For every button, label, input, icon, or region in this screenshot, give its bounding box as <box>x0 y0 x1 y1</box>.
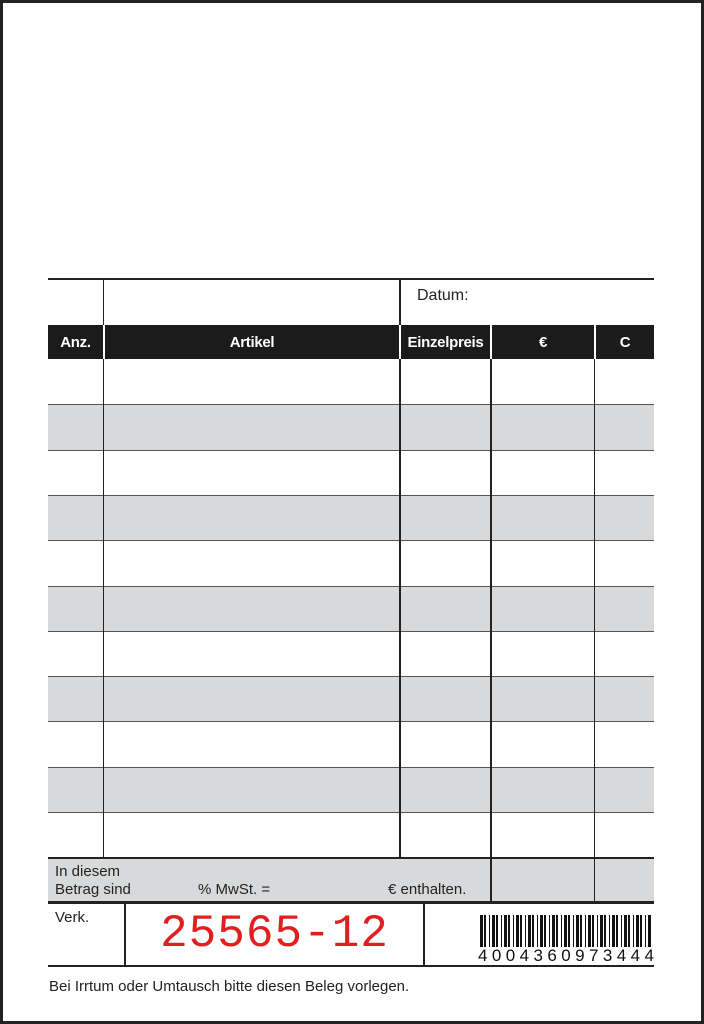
barcode-bar <box>616 915 618 947</box>
barcode-digit: 7 <box>589 946 599 965</box>
row-divider <box>48 404 654 405</box>
barcode-number <box>478 947 654 965</box>
barcode-bar <box>648 915 651 947</box>
barcode-bar <box>568 915 570 947</box>
table-row[interactable] <box>48 631 654 676</box>
barcode-digit: 4 <box>519 946 530 965</box>
table-row[interactable] <box>48 812 654 857</box>
table-row[interactable] <box>48 495 654 540</box>
row-divider <box>48 450 654 451</box>
barcode-bar <box>504 915 507 947</box>
table-row[interactable] <box>48 540 654 585</box>
column-header-einzelpreis: Einzelpreis <box>401 325 490 359</box>
barcode-bar <box>585 915 586 947</box>
barcode-bar <box>525 915 526 947</box>
barcode-bar <box>528 915 531 947</box>
barcode-digit: 4 <box>616 946 627 965</box>
barcode-bar <box>556 915 558 947</box>
top-divider-datum <box>399 280 401 325</box>
barcode-digit: 6 <box>547 946 557 965</box>
column-header-artikel: Artikel <box>105 325 399 359</box>
barcode-digit: 0 <box>491 946 502 965</box>
tax-text-line2: Betrag sind <box>55 881 131 898</box>
table-row[interactable] <box>48 721 654 766</box>
barcode-digit: 3 <box>533 946 543 965</box>
barcode-bar <box>621 915 622 947</box>
row-divider <box>48 540 654 541</box>
column-line-einzelpreis <box>490 359 492 902</box>
barcode-bar <box>520 915 522 947</box>
barcode-bar <box>549 915 550 947</box>
barcode-bar <box>600 915 603 947</box>
table-row[interactable] <box>48 767 654 812</box>
verk-row-bottom-rule <box>48 965 654 967</box>
row-divider <box>48 631 654 632</box>
barcode-bar <box>508 915 510 947</box>
barcode-bar <box>612 915 615 947</box>
tax-enthalten-label: € enthalten. <box>388 881 467 898</box>
top-rule <box>48 278 654 280</box>
barcode-bar <box>552 915 555 947</box>
barcode-bar <box>561 915 562 947</box>
barcode-bar <box>540 915 543 947</box>
barcode-bar <box>537 915 538 947</box>
barcode-digit: 9 <box>575 946 585 965</box>
tax-row-top-rule <box>48 857 654 859</box>
barcode-bar <box>604 915 606 947</box>
tax-summary-row <box>48 858 654 902</box>
tax-text-line1: In diesem <box>55 863 121 880</box>
barcode-digit: 4 <box>630 946 641 965</box>
barcode-bar <box>640 915 642 947</box>
row-divider <box>48 676 654 677</box>
barcode-bar <box>492 915 495 947</box>
barcode <box>478 915 654 965</box>
barcode-bar <box>597 915 598 947</box>
barcode-bar <box>636 915 639 947</box>
barcode-bar <box>576 915 579 947</box>
barcode-bar <box>480 915 483 947</box>
table-row[interactable] <box>48 359 654 404</box>
barcode-digit: 4 <box>478 946 488 965</box>
barcode-digit: 0 <box>505 946 516 965</box>
barcode-bar <box>628 915 630 947</box>
barcode-bar <box>501 915 502 947</box>
barcode-bar <box>645 915 646 947</box>
barcode-digit: 4 <box>644 946 654 965</box>
barcode-bar <box>544 915 546 947</box>
barcode-bar <box>484 915 486 947</box>
tax-mwst-label: % MwSt. = <box>198 881 271 898</box>
column-header-euro: € <box>492 325 594 359</box>
barcode-bar <box>573 915 574 947</box>
column-line-artikel <box>399 359 401 858</box>
datum-label: Datum: <box>417 287 469 304</box>
serial-number: 25565-12 <box>160 908 389 960</box>
barcode-bar <box>516 915 519 947</box>
table-row[interactable] <box>48 676 654 721</box>
verk-label: Verk. <box>55 909 90 926</box>
barcode-bar <box>513 915 514 947</box>
row-divider <box>48 586 654 587</box>
column-header-anz: Anz. <box>48 325 103 359</box>
barcode-bar <box>588 915 591 947</box>
footer-notice: Bei Irrtum oder Umtausch bitte diesen Beleg vorlegen. <box>49 978 410 995</box>
table-row[interactable] <box>48 450 654 495</box>
barcode-bar <box>609 915 610 947</box>
row-divider <box>48 812 654 813</box>
barcode-bars <box>478 915 654 947</box>
row-divider <box>48 767 654 768</box>
barcode-bar <box>489 915 490 947</box>
barcode-bar <box>496 915 498 947</box>
barcode-digit: 0 <box>561 946 571 965</box>
table-row[interactable] <box>48 404 654 449</box>
table-row[interactable] <box>48 586 654 631</box>
column-line-euro <box>594 359 595 902</box>
row-divider <box>48 721 654 722</box>
row-divider <box>48 495 654 496</box>
barcode-bar <box>592 915 594 947</box>
barcode-digit: 3 <box>602 946 613 965</box>
barcode-bar <box>564 915 567 947</box>
barcode-bar <box>580 915 582 947</box>
barcode-bar <box>624 915 627 947</box>
top-divider-left <box>103 280 104 325</box>
column-line-anz <box>103 359 104 858</box>
column-header-cent: C <box>596 325 654 359</box>
barcode-bar <box>532 915 534 947</box>
barcode-bar <box>633 915 634 947</box>
